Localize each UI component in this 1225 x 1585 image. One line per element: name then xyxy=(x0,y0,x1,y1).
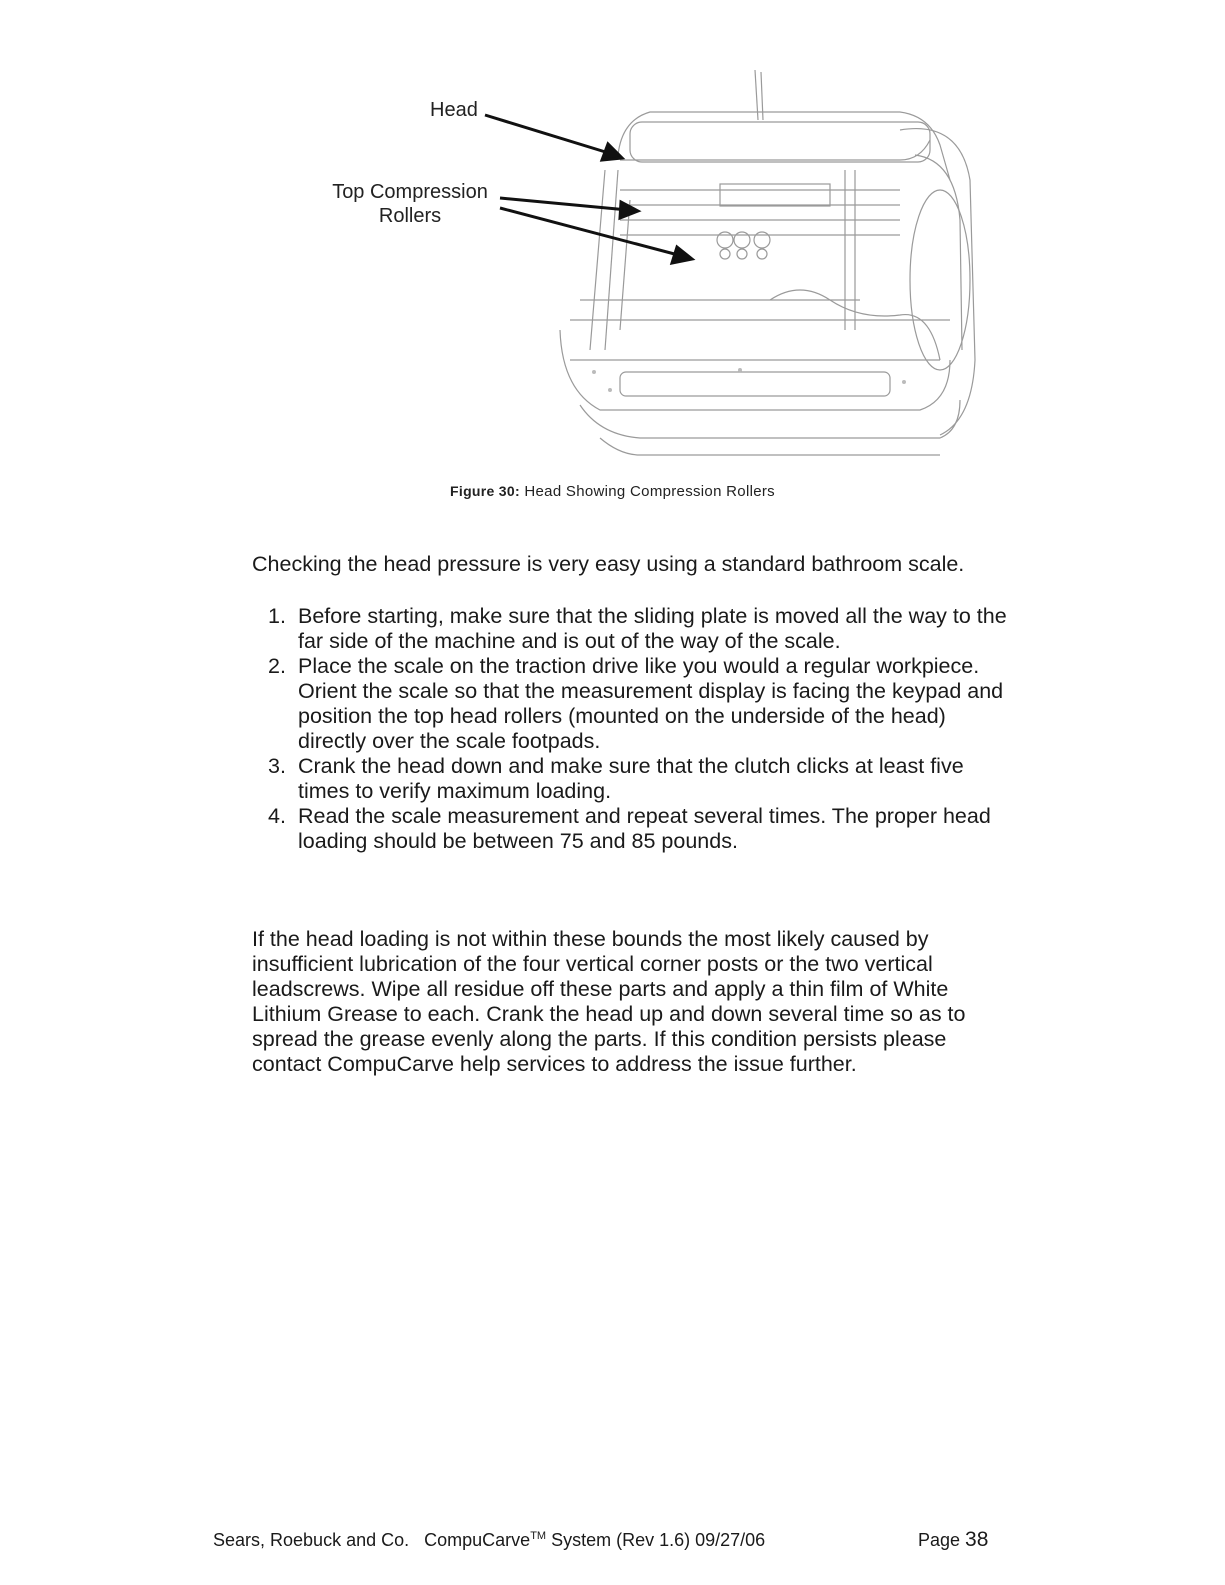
procedure-steps xyxy=(252,604,1012,854)
footer-company: Sears, Roebuck and Co. xyxy=(213,1530,410,1550)
lubrication-paragraph: If the head loading is not within these bounds the most likely caused by insufficient lubrication of the four vertical corner posts or the two vertical leadscrews. Wipe all residue off these parts and apply a thin film of White Lithium Grease to each. Crank the head up and down several time so as to spread the grease evenly along the parts. If this condition persists please contact CompuCarve help services to address the issue further. xyxy=(252,927,966,1076)
callout-head: Head xyxy=(430,99,478,121)
step-number: 2. xyxy=(268,654,286,678)
footer-revision: System (Rev 1.6) 09/27/06 xyxy=(546,1530,766,1550)
step-text: Read the scale measurement and repeat several times. The proper head loading should be between 75 and 85 pounds. xyxy=(298,804,991,853)
step-number: 4. xyxy=(268,804,286,828)
step-item xyxy=(252,804,1012,854)
machine-drawing xyxy=(300,60,1000,460)
footer-publisher xyxy=(213,1530,765,1551)
footer-trademark: TM xyxy=(530,1530,547,1542)
step-item xyxy=(252,754,1012,804)
callout-rollers-line2: Rollers xyxy=(378,205,442,227)
step-number: 3. xyxy=(268,754,286,778)
figure-30-illustration xyxy=(300,60,1000,460)
figure-caption-label: Figure 30: xyxy=(450,483,520,499)
step-text: Place the scale on the traction drive like you would a regular workpiece. Orient the scale so that the measurement display is facing the keypad and position the top head rollers (mounted on the underside of the head) directly over the scale footpads. xyxy=(298,654,1004,753)
step-text: Crank the head down and make sure that the clutch clicks at least five times to verify maximum loading. xyxy=(298,754,964,803)
figure-caption-text: Head Showing Compression Rollers xyxy=(524,483,775,500)
step-item xyxy=(252,654,1012,754)
callout-rollers-line1: Top Compression xyxy=(332,181,488,203)
step-number: 1. xyxy=(268,604,286,628)
step-item xyxy=(252,604,1012,654)
footer-page-label: Page xyxy=(918,1530,966,1550)
intro-paragraph: Checking the head pressure is very easy using a standard bathroom scale. xyxy=(252,552,965,576)
step-text: Before starting, make sure that the sliding plate is moved all the way to the far side of the machine and is out of the way of the scale. xyxy=(298,604,1007,653)
callout-top-compression-rollers xyxy=(330,180,490,228)
footer-product: CompuCarve xyxy=(424,1530,531,1550)
footer-page-value: 38 xyxy=(965,1528,989,1551)
figure-caption xyxy=(0,483,1225,500)
footer-page-number xyxy=(918,1528,988,1552)
